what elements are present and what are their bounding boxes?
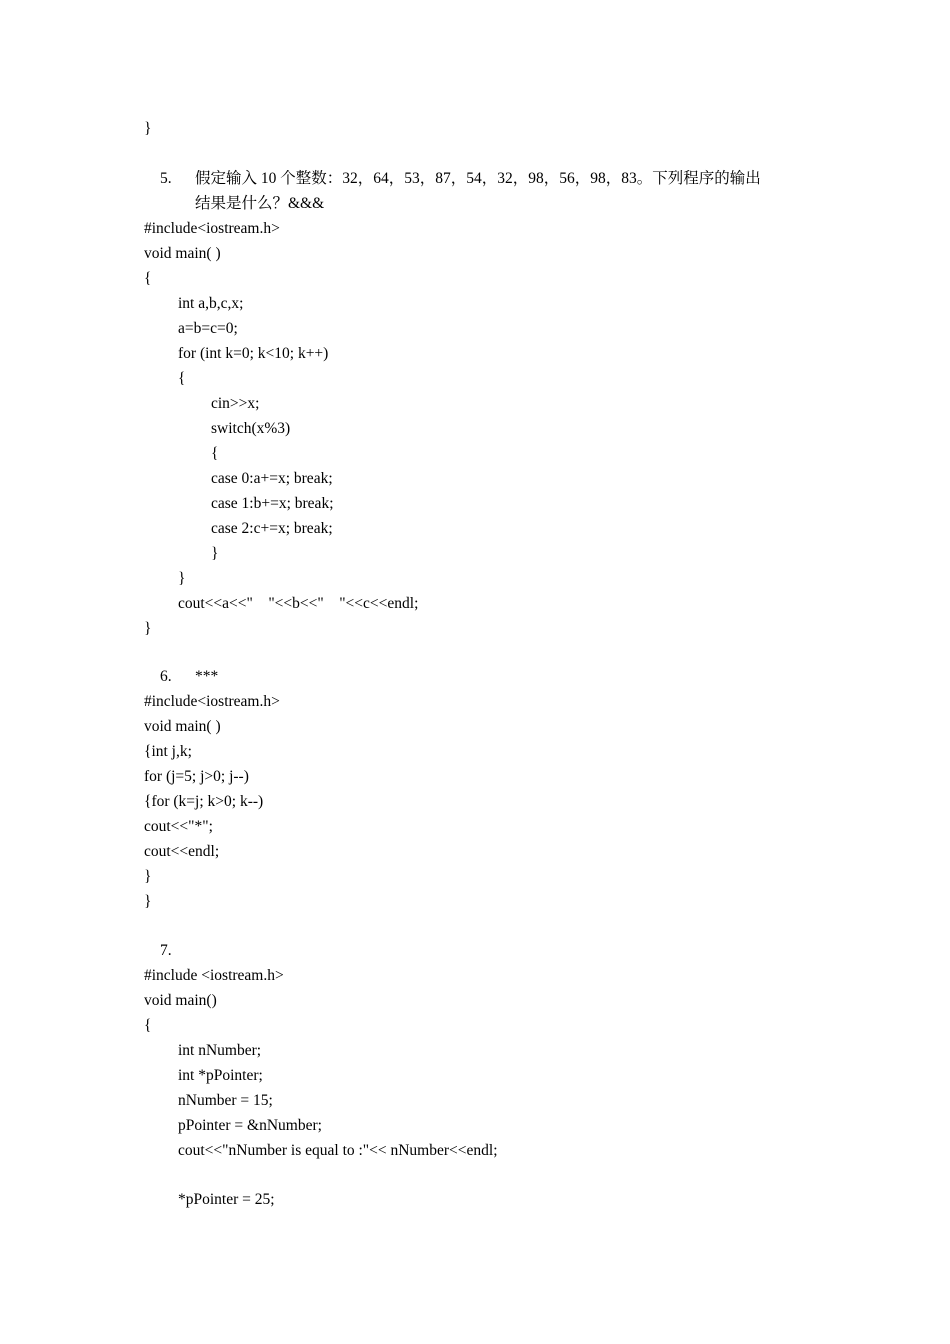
- code-line: int a,b,c,x;: [178, 295, 244, 312]
- code-line: cin>>x;: [211, 395, 260, 412]
- code-line: case 2:c+=x; break;: [211, 520, 333, 537]
- code-line: }: [211, 545, 219, 562]
- code-line: void main( ): [144, 245, 221, 262]
- code-line: case 0:a+=x; break;: [211, 470, 333, 487]
- code-line: {int j,k;: [144, 743, 192, 760]
- code-line: {: [178, 370, 186, 387]
- code-line: {: [144, 1017, 152, 1034]
- closing-brace: }: [144, 120, 152, 137]
- code-line: a=b=c=0;: [178, 320, 238, 337]
- code-line: }: [144, 868, 152, 885]
- code-line: cout<<a<<" "<<b<<" "<<c<<endl;: [178, 595, 419, 612]
- code-line: #include <iostream.h>: [144, 967, 284, 984]
- code-line: cout<<endl;: [144, 843, 220, 860]
- code-line: switch(x%3): [211, 420, 291, 437]
- code-line: }: [144, 620, 152, 637]
- code-line: int nNumber;: [178, 1042, 262, 1059]
- question-text: 假定输入 10 个整数：32，64，53，87，54，32，98，56，98，83。下列程序的输出: [195, 170, 761, 187]
- code-line: cout<<"nNumber is equal to :"<< nNumber<<endl;: [178, 1142, 498, 1159]
- code-line: case 1:b+=x; break;: [211, 495, 334, 512]
- code-line: *pPointer = 25;: [178, 1191, 275, 1208]
- code-line: pPointer = &nNumber;: [178, 1117, 322, 1134]
- code-line: {: [211, 445, 219, 462]
- question-text-continued: 结果是什么？&&&: [195, 195, 325, 212]
- code-line: void main(): [144, 992, 217, 1009]
- code-line: for (j=5; j>0; j--): [144, 768, 249, 785]
- code-line: nNumber = 15;: [178, 1092, 273, 1109]
- code-line: void main( ): [144, 718, 221, 735]
- code-line: }: [144, 893, 152, 910]
- question-number: 5.: [160, 170, 172, 187]
- code-line: #include<iostream.h>: [144, 693, 280, 710]
- code-line: cout<<"*";: [144, 818, 213, 835]
- question-number: 7.: [160, 942, 172, 959]
- code-line: #include<iostream.h>: [144, 220, 280, 237]
- code-line: {for (k=j; k>0; k--): [144, 793, 264, 810]
- code-line: for (int k=0; k<10; k++): [178, 345, 329, 362]
- code-line: int *pPointer;: [178, 1067, 263, 1084]
- code-line: {: [144, 270, 152, 287]
- code-line: }: [178, 570, 186, 587]
- question-text: ***: [195, 668, 219, 685]
- question-number: 6.: [160, 668, 172, 685]
